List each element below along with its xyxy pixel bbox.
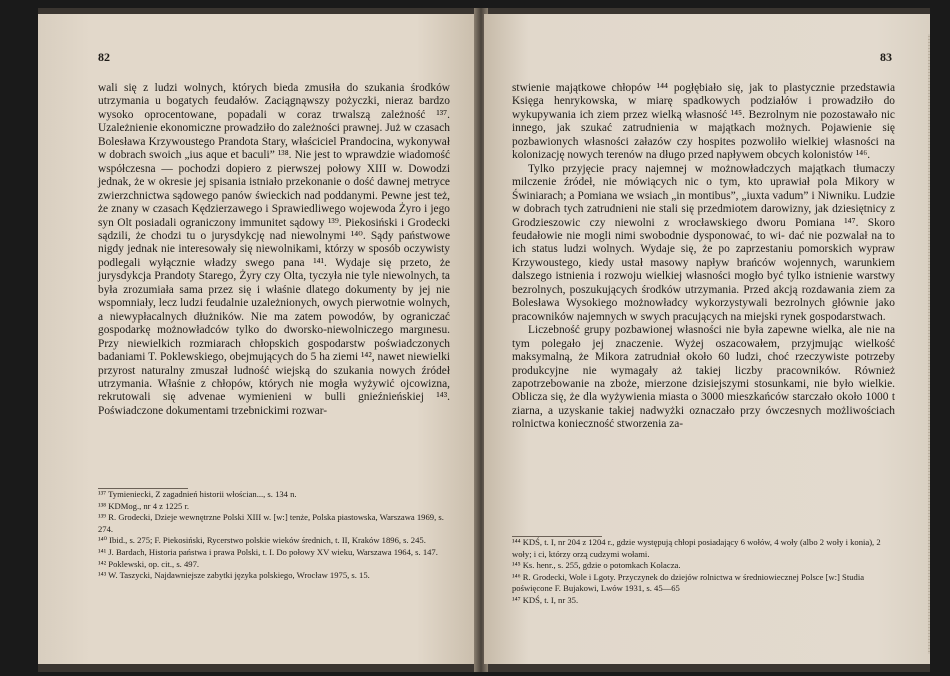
right-paragraph-1: stwienie majątkowe chłopów ¹⁴⁴ pogłębiało się, jak to plastycznie przedstawia Księga henrykowska, w miarę spadkowych podziałów i prowadziło do wykupywania ich ziem przez wielką własność ¹⁴⁵. Bezrolnym nie pozostawało nic innego, jak szukać zatrudnienia w majątkach możnych. Pojawienie się pozbawionych własności załazów czy hospites pozwoliło wielkiej własności na kolonizację nowych terenów na długo przed napływem obcych kolonistów ¹⁴⁶.	[512, 82, 895, 162]
left-paragraph-1: wali się z ludzi wolnych, których bieda zmusiła do szukania środków utrzymania u bogatych feudałów. Zaciągnąwszy pożyczki, nieraz bardzo wysoko oprocentowane, popadali w coraz trwalszą zależność ¹³⁷. Uzależnienie ekonomiczne prowadziło do zależności prawnej. Już w czasach Bolesława Krzywoustego Prandota Stary, właściciel Prandocina, wykonywał w dobrach swoich „ius aque et baculi” ¹³⁸. Nie jest to wprawdzie wiadomość współczesna — pochodzi dopiero z pierwszej połowy XIII w. Dowodzi jednak, że w okresie jej spisania istniało przekonanie o dość dawnej metryce zwierzchnictwa sądowego panów świeckich nad poddanymi. Pewne jest też, że znany w czasach Kędzierzawego i Sprawiedliwego wojewoda Żyro i jego syn Olt posiadali ograniczony immunitet sądowy ¹³⁹. Piekosiński i Grodecki sądzili, że chodzi tu o jurysdykcję nad niewolnymi ¹⁴⁰. Sądy państwowe nigdy jednak nie interesowały się niewolnikami, którzy w sposób oczywisty podlegali wyłącznie władzy swego pana ¹⁴¹. Wydaje się przeto, że jurysdykcja Prandoty Starego, Żyry czy Olta, tyczyła nie tyle niewolnych, ta była zrozumiała sama przez się i właśnie dlatego dokumenty by jej nie wspomniały, lecz ludzi feudalnie uzależnionych, owych pierwotnie wolnych, a niewypłacalnych dłużników. Nie ma zatem powodów, by ograniczać gospodarkę możnowładców tylko do dworsko-niewolniczego margınesu. Przy niewielkich rozmiarach chłopskich gospodarstw poświadczonych badaniami T. Poklewskiego, obejmujących do 5 ha ziemi ¹⁴², nawet niewielki przyrost naturalny zmuszał ludność wiejską do szukania nowych źródeł utrzymania. Właśnie z chłopów, których nie mogła wyżywić ojcowizna, rekrutowali się advenae wymienieni w bulli gnieźnieńskiej ¹⁴³. Poświadczone dokumentami trzebnickimi rozwar-	[98, 82, 450, 417]
footnote-142: ¹⁴² Poklewski, op. cit., s. 497.	[98, 558, 200, 569]
footnote-143: ¹⁴³ W. Taszycki, Najdawniejsze zabytki języka polskiego, Wrocław 1975, s. 15.	[98, 570, 370, 581]
footnote-140: ¹⁴⁰ Ibid., s. 275; F. Piekosiński, Rycerstwo polskie wieków średnich, t. II, Kraków 1896, s. 245.	[98, 535, 426, 546]
footnote-141: ¹⁴¹ J. Bardach, Historia państwa i prawa Polski, t. I. Do połowy XV wieku, Warszawa 1964, s. 147.	[98, 546, 438, 557]
footnote-139: ¹³⁹ R. Grodecki, Dzieje wewnętrzne Polski XIII w. [w:] tenże, Polska piastowska, Warszawa 1969, s. 274.	[98, 512, 444, 534]
right-paragraph-3: Liczebność grupy pozbawionej własności nie była zapewne wielka, ale nie na tym polegało jej znaczenie. Wyżej oszacowałem, przyjmując wielkość maksymalną, że Mikora zatrudniał około 60 ludzi, choć rzeczywiste potrzeby produkcyjne nie wymagały aż takiej liczby pracowników. Również zapotrzebowanie na zboże, mierzone dzisiejszymi stosunkami, nie było wielkie. Oblicza się, że dla wyżywienia miasta o 3000 mieszkańców starczało około 1000 t ziarna, a uzyskanie takiej nadwyżki oznaczało przy ówczesnych możliwościach rolnictwa konieczność stworzenia za-	[512, 324, 895, 431]
right-paragraph-2: Tylko przyjęcie pracy najemnej w możnowładczych majątkach tłumaczy milczenie źródeł, nie mówiących nic o tym, kto uprawiał pola Mikory w Świniarach; a Pomiana we wsiach „in montibus”, „iuxta vadum” i Niwniku. Ludzie w dobrach tych zatrudnieni nie stali się przedmiotem darowizny, jak dziesiętnicy z Grodzieszowic czy niewolni z wrocławskiego dworu Pomiana ¹⁴⁷. Skoro feudałowie nie mogli nimi swobodnie dysponować, to wi- dać nie pozwalał na to ich status ludzi wolnych. Wydaje się, że po zaprzestaniu pomorskich wypraw Krzywoustego, kiedy ustał masowy napływ brańców wojennych, warunkiem dalszego istnienia i rozwoju wielkiej własności mogło być tylko istnienie warstwy bezrolnych, poszukujących środków utrzymania. Przed akcją rozdawania ziem za Bolesława Wysokiego możnowładcy wykorzystywali bezrolnych głównie jako pracowników najemnych w swych pracujących na miejski rynek gospodarstwach.	[512, 162, 895, 323]
open-book	[38, 8, 930, 672]
footnote-146: ¹⁴⁶ R. Grodecki, Wole i Lgoty. Przyczynek do dziejów rolnictwa w średniowiecznej Polsce [w:] Studia poświęcone F. Bujakowi, Lwów 1931, s. 45—65	[512, 571, 865, 594]
footnote-144: ¹⁴⁴ KDŚ, t. I, nr 204 z 1204 r., gdzie występują chłopi posiadający 6 wołów, 4 woły (albo 2 woły i konia), 2 woły; i ci, którzy orzą cudzymi wołami.	[512, 537, 881, 559]
footnote-145: ¹⁴⁵ Ks. henr., s. 255, gdzie o potomkach Kolacza.	[512, 560, 681, 571]
left-page-body	[98, 82, 450, 418]
footnote-138: ¹³⁸ KDMog., nr 4 z 1225 r.	[98, 500, 189, 511]
left-footnotes	[98, 488, 450, 582]
page-edges	[928, 34, 930, 654]
footnote-137: ¹³⁷ Tymieniecki, Z zagadnień historii włościan..., s. 134 n.	[98, 489, 297, 499]
footnote-147: ¹⁴⁷ KDŚ, t. I, nr 35.	[512, 594, 579, 605]
left-page	[38, 14, 478, 664]
right-footnotes	[512, 536, 895, 607]
page-number-right: 83	[880, 50, 892, 64]
right-page-body	[512, 82, 895, 432]
right-page	[484, 14, 930, 664]
page-number-left: 82	[98, 50, 110, 64]
